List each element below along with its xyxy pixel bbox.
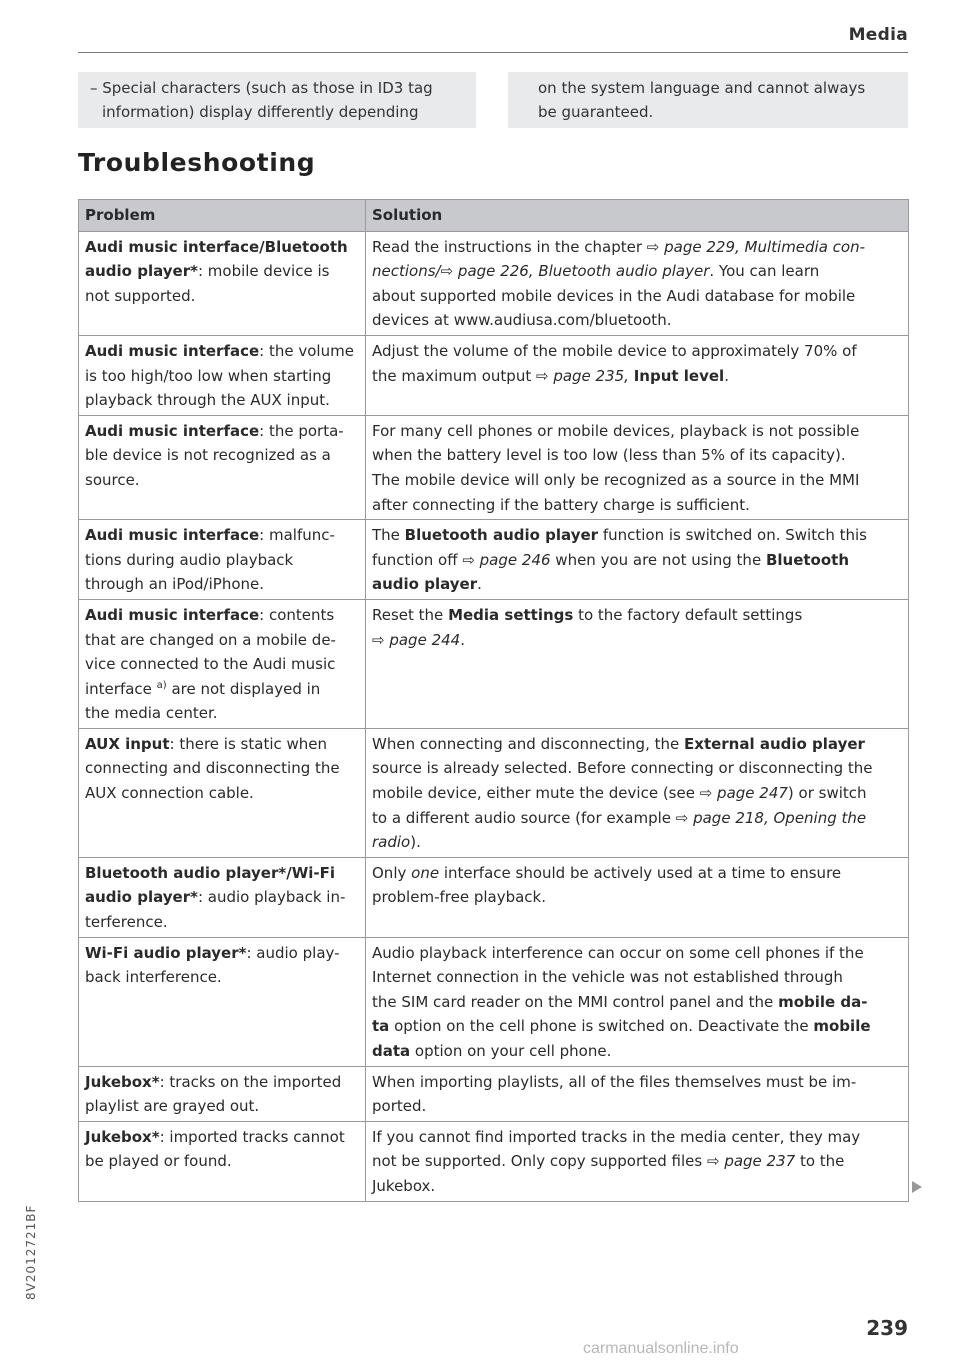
solution-text: ). xyxy=(410,833,421,852)
solution-text: devices at www.audiusa.com/bluetooth. xyxy=(372,311,672,330)
solution-text: when you are not using the xyxy=(550,550,766,569)
solution-cell xyxy=(366,335,909,415)
product-name: audio player* xyxy=(85,888,198,907)
problem-cell xyxy=(79,728,366,857)
problem-text: is too high/too low when starting xyxy=(85,366,332,385)
table-row xyxy=(79,1066,909,1121)
problem-text: playback through the AUX input. xyxy=(85,391,330,410)
note-text-line: – Special characters (such as those in ID3 tag xyxy=(90,79,433,97)
continue-arrow-icon xyxy=(912,1181,922,1193)
problem-text: connecting and disconnecting the xyxy=(85,759,340,778)
problem-text: : audio play- xyxy=(246,943,340,962)
product-name: Audi music interface xyxy=(85,341,260,360)
solution-text: source is already selected. Before connecting or disconnecting the xyxy=(372,759,873,778)
page-reference-link[interactable]: ⇨ page 244 xyxy=(372,630,461,649)
solution-cell xyxy=(366,937,909,1066)
table-row xyxy=(79,1121,909,1201)
problem-text: ble device is not recognized as a xyxy=(85,446,331,465)
product-name: Jukebox* xyxy=(85,1127,160,1146)
table-row xyxy=(79,415,909,519)
problem-cell xyxy=(79,1121,366,1201)
setting-name: Media settings xyxy=(448,605,574,624)
solution-text: interface should be actively used at a time to ensure xyxy=(439,863,842,882)
solution-text: ported. xyxy=(372,1097,427,1116)
problem-text: source. xyxy=(85,470,140,489)
product-name: audio player xyxy=(372,575,478,594)
problem-text: interface xyxy=(85,679,157,698)
solution-text: Only xyxy=(372,863,412,882)
setting-name: mobile xyxy=(813,1017,871,1036)
solution-text: option on the cell phone is switched on. Deactivate the xyxy=(389,1017,814,1036)
solution-text: Internet connection in the vehicle was not established through xyxy=(372,968,843,987)
problem-cell xyxy=(79,335,366,415)
solution-text: If you cannot find imported tracks in the media center, they may xyxy=(372,1127,861,1146)
solution-text: For many cell phones or mobile devices, playback is not possible xyxy=(372,421,860,440)
solution-cell xyxy=(366,1066,909,1121)
section-title: Troubleshooting xyxy=(78,148,316,177)
page-reference-link[interactable]: ⇨ page 247 xyxy=(699,784,788,803)
setting-name: Input level xyxy=(633,366,725,385)
page-reference-link[interactable]: radio xyxy=(372,833,411,852)
solution-text: Reset the xyxy=(372,605,449,624)
page-reference-link[interactable]: ⇨ page 235, xyxy=(535,366,634,385)
solution-text: mobile device, either mute the device (see xyxy=(372,784,700,803)
problem-text: : mobile device is xyxy=(197,262,330,281)
problem-text: : audio playback in- xyxy=(197,888,346,907)
problem-cell xyxy=(79,857,366,937)
solution-text: when the battery level is too low (less than 5% of its capacity). xyxy=(372,446,846,465)
problem-text: : there is static when xyxy=(169,734,328,753)
solution-text: about supported mobile devices in the Audi database for mobile xyxy=(372,286,856,305)
product-name: audio player* xyxy=(85,262,198,281)
solution-text: function is switched on. Switch this xyxy=(598,526,867,545)
column-header-solution: Solution xyxy=(366,200,909,232)
problem-cell xyxy=(79,231,366,335)
page-reference-link[interactable]: ⇨ page 237 xyxy=(706,1152,796,1171)
table-header-row xyxy=(79,200,909,232)
problem-text: playlist are grayed out. xyxy=(85,1097,260,1116)
watermark: carmanualsonline.info xyxy=(583,1340,739,1357)
problem-text: be played or found. xyxy=(85,1152,232,1171)
solution-text: after connecting if the battery charge is sufficient. xyxy=(372,495,750,514)
page-number: 239 xyxy=(866,1316,908,1340)
product-name: Audi music interface/Bluetooth xyxy=(85,237,348,256)
note-box-left xyxy=(78,72,476,128)
problem-cell xyxy=(79,599,366,728)
document-code: 8V2012721BF xyxy=(24,1204,38,1300)
problem-text: not supported. xyxy=(85,286,196,305)
solution-text: The mobile device will only be recognized as a source in the MMI xyxy=(372,470,860,489)
solution-text: problem-free playback. xyxy=(372,888,546,907)
problem-text: back interference. xyxy=(85,968,222,987)
note-text-line: be guaranteed. xyxy=(538,103,654,121)
product-name: Audi music interface xyxy=(85,421,260,440)
page-reference-link[interactable]: ⇨ page 218, Opening the xyxy=(675,808,867,827)
solution-text: . xyxy=(724,366,729,385)
problem-cell xyxy=(79,1066,366,1121)
problem-text: : the volume xyxy=(259,341,354,360)
product-name: Bluetooth audio player*/Wi-Fi xyxy=(85,863,335,882)
solution-text: function off xyxy=(372,550,463,569)
note-box-right xyxy=(508,72,908,128)
solution-text: Read the instructions in the chapter xyxy=(372,237,647,256)
problem-text: : imported tracks cannot xyxy=(159,1127,345,1146)
solution-text: The xyxy=(372,526,405,545)
solution-cell xyxy=(366,728,909,857)
problem-text: AUX connection cable. xyxy=(85,784,254,803)
page-reference-link[interactable]: ⇨ page 229, Multimedia con- xyxy=(646,237,866,256)
solution-cell xyxy=(366,415,909,519)
table-row xyxy=(79,599,909,728)
table-row xyxy=(79,728,909,857)
note-text-line: on the system language and cannot always xyxy=(538,79,866,97)
problem-text: vice connected to the Audi music xyxy=(85,655,336,674)
product-name: Jukebox* xyxy=(85,1072,160,1091)
problem-text: : tracks on the imported xyxy=(159,1072,342,1091)
problem-cell xyxy=(79,520,366,600)
footnote-marker: a) xyxy=(156,679,167,691)
solution-text: ) or switch xyxy=(787,784,867,803)
solution-cell xyxy=(366,520,909,600)
problem-cell xyxy=(79,415,366,519)
setting-name: ta xyxy=(372,1017,390,1036)
solution-text: . xyxy=(460,630,465,649)
setting-name: mobile da- xyxy=(778,992,868,1011)
solution-text: the SIM card reader on the MMI control panel and the xyxy=(372,992,779,1011)
solution-text: the maximum output xyxy=(372,366,536,385)
solution-text: to the factory default settings xyxy=(573,605,803,624)
product-name: Wi-Fi audio player* xyxy=(85,943,247,962)
page-reference-link[interactable]: nections/⇨ page 226, Bluetooth audio player xyxy=(372,262,710,281)
emphasis-text: one xyxy=(411,863,440,882)
solution-text: Jukebox. xyxy=(372,1176,436,1195)
solution-text: . You can learn xyxy=(709,262,820,281)
note-text-line: information) display differently depending xyxy=(102,103,419,121)
problem-cell xyxy=(79,937,366,1066)
solution-text: to a different audio source (for example xyxy=(372,808,676,827)
problem-text: : contents xyxy=(259,605,335,624)
solution-cell xyxy=(366,1121,909,1201)
problem-text: are not displayed in xyxy=(166,679,321,698)
table-row xyxy=(79,231,909,335)
problem-text: : the porta- xyxy=(259,421,344,440)
solution-cell xyxy=(366,599,909,728)
product-name: Bluetooth xyxy=(765,550,849,569)
column-header-problem: Problem xyxy=(79,200,366,232)
page-reference-link[interactable]: ⇨ page 246 xyxy=(462,550,551,569)
problem-text: terference. xyxy=(85,913,168,932)
header-divider xyxy=(78,52,908,53)
product-name: Audi music interface xyxy=(85,526,260,545)
problem-text: through an iPod/iPhone. xyxy=(85,575,265,594)
solution-text: When connecting and disconnecting, the xyxy=(372,734,685,753)
solution-cell xyxy=(366,857,909,937)
troubleshooting-table xyxy=(78,199,909,1202)
problem-text: the media center. xyxy=(85,704,218,723)
table-row xyxy=(79,335,909,415)
solution-text: . xyxy=(477,575,482,594)
solution-text: Audio playback interference can occur on some cell phones if the xyxy=(372,943,864,962)
problem-text: tions during audio playback xyxy=(85,550,294,569)
solution-text: to the xyxy=(795,1152,845,1171)
table-row xyxy=(79,520,909,600)
product-name: Bluetooth audio player xyxy=(404,526,599,545)
product-name: Audi music interface xyxy=(85,605,260,624)
running-header-title: Media xyxy=(848,25,908,45)
solution-text: not be supported. Only copy supported files xyxy=(372,1152,707,1171)
problem-text: that are changed on a mobile de- xyxy=(85,630,336,649)
table-row xyxy=(79,937,909,1066)
setting-name: data xyxy=(372,1042,411,1060)
product-name: External audio player xyxy=(684,734,865,753)
table-row xyxy=(79,857,909,937)
product-name: AUX input xyxy=(85,734,170,753)
problem-text: : malfunc- xyxy=(259,526,335,545)
solution-text: Adjust the volume of the mobile device to approximately 70% of xyxy=(372,341,857,360)
solution-text: When importing playlists, all of the files themselves must be im- xyxy=(372,1072,857,1091)
solution-text: option on your cell phone. xyxy=(410,1042,612,1060)
solution-cell xyxy=(366,231,909,335)
